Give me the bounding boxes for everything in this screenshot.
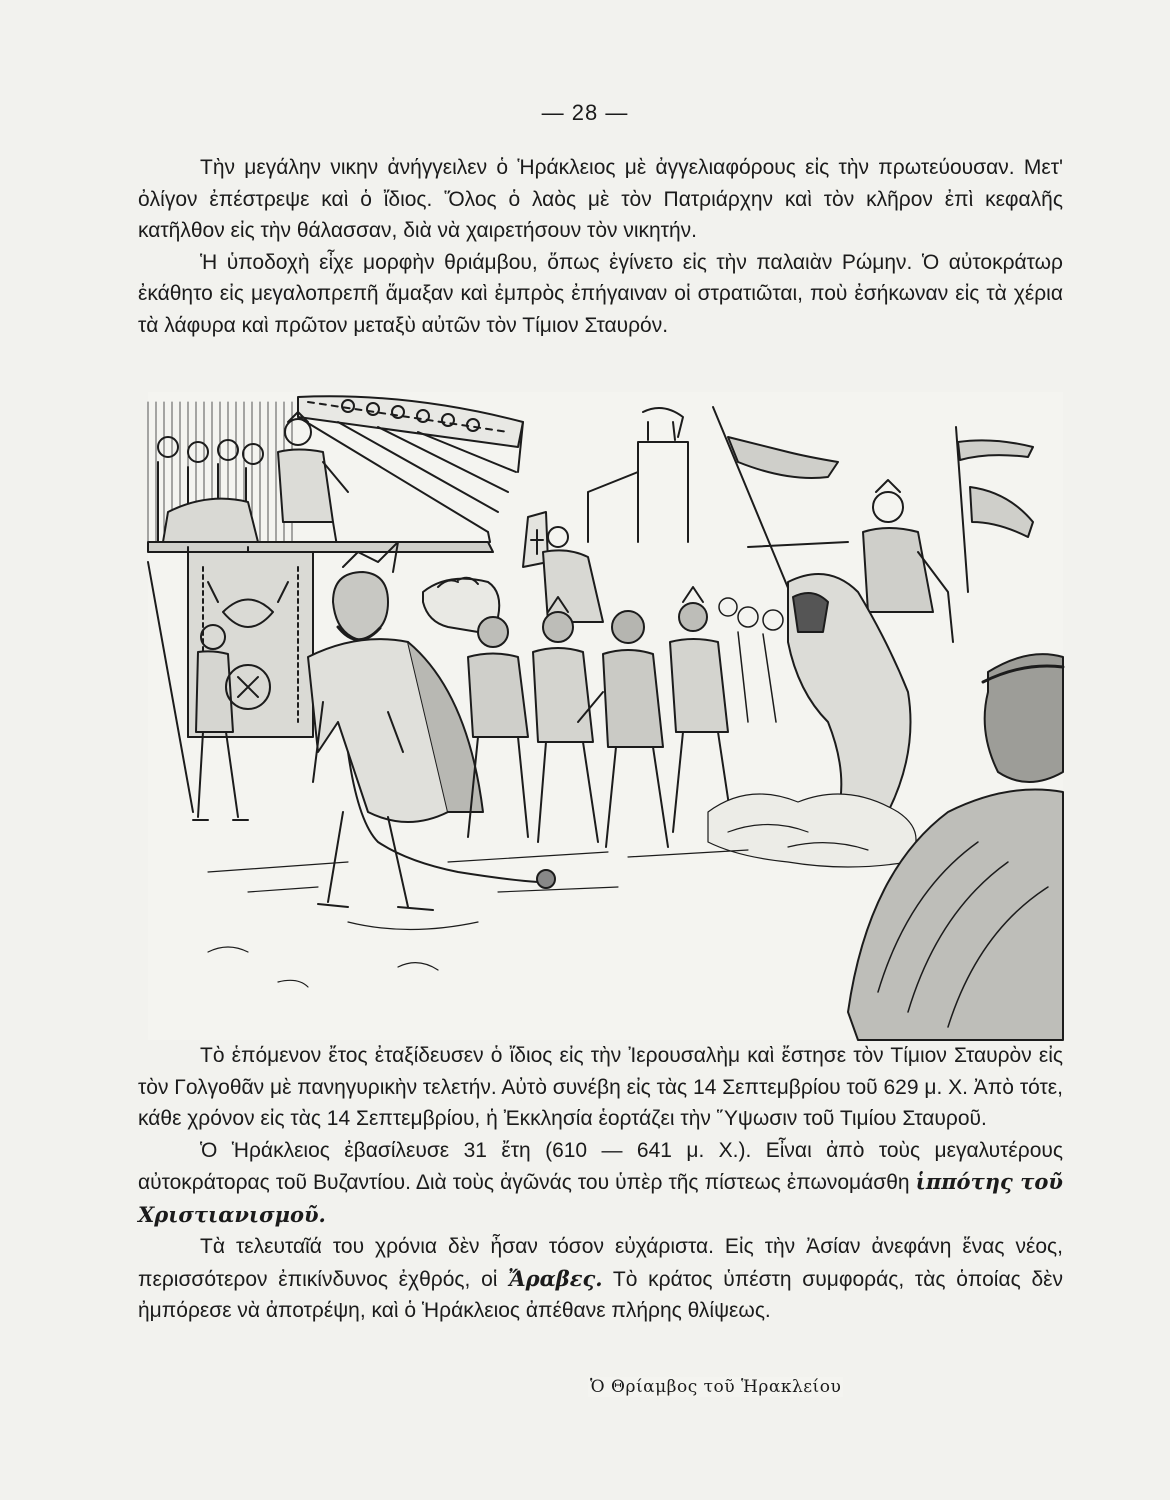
arabs-emphasis: Ἄραβες. bbox=[508, 1265, 603, 1291]
paragraph-reign-summary bbox=[138, 1135, 1063, 1232]
dust-cloud bbox=[708, 794, 916, 867]
flag-pole-right bbox=[956, 427, 1033, 592]
paragraph-triumph-reception: Ἡ ὑποδοχὴ εἶχε μορφὴν θριάμβου, ὅπως ἐγίνετο εἰς τὴν παλαιὰν Ρώμην. Ὁ αὐτοκράτωρ ἐκάθητο εἰς μεγαλοπρεπῆ ἅμαξαν καὶ ἐμπρὸς ἐπήγαιναν οἱ στρατιῶται, ποὺ ἐσήκωναν εἰς τὰ χέρια τὰ λάφυρα καὶ πρῶτον μεταξὺ αὐτῶν τὸν Τίμιον Σταυρόν. bbox=[138, 250, 1063, 337]
paragraph-jerusalem-cross: Τὸ ἑπόμενον ἔτος ἐταξίδευσεν ὁ ἴδιος εἰς τὴν Ἰερουσαλὴμ καὶ ἔστησε τὸν Τίμιον Σταυρὸν εἰς τὸν Γολγοθᾶν μὲ πανηγυρικὴν τελετήν. Αὐτὸ συνέβη εἰς τὰς 14 Σεπτεμβρίου τοῦ 629 μ. Χ. Ἀπὸ τότε, κάθε χρόνον εἰς τὰς 14 Σεπτεμβρίου, ἡ Ἐκκλησία ἑορτάζει τὴν Ὕψωσιν τοῦ Τιμίου Σταυροῦ. bbox=[138, 1044, 1063, 1130]
triumph-drawing bbox=[148, 392, 1063, 1040]
tribune-guard bbox=[278, 412, 348, 552]
last-years-text-start: Τὰ τελευταῖά του χρόνια δὲν ἦσαν τόσον εὐχάριστα. Εἰς τὴν Ἀσίαν ἀνεφάνη ἕνας νέος, περισσότερον ἐπικίνδυνος ἐχθρός, οἱ bbox=[138, 1235, 1063, 1291]
last-years-text-end: Τὸ κράτος ὑπέστη συμφοράς, τὰς ὁποίας δὲν ἠμπόρεσε νὰ ἀποτρέψη, καὶ ὁ Ἡράκλειος ἀπέθανε πλήρης θλίψεως. bbox=[138, 1267, 1063, 1322]
reign-summary-text: Ὁ Ἡράκλειος ἐβασίλευσε 31 ἔτη (610 — 641 μ. Χ.). Εἶναι ἀπὸ τοὺς μεγαλυτέρους αὐτοκράτορας τοῦ Βυζαντίου. Διὰ τοὺς ἀγῶνάς του ὑπὲρ τῆς πίστεως ἐπωνομάσθη bbox=[138, 1138, 1063, 1194]
illustration-caption: Ὁ Θρίαμβος τοῦ Ἡρακλείου bbox=[590, 1377, 842, 1397]
tower-with-statue bbox=[588, 408, 688, 542]
paragraph-last-years bbox=[138, 1231, 1063, 1327]
text-block-bottom bbox=[138, 1040, 1063, 1327]
knight-of-christianity-emphasis: ἱππότης τοῦ Χριστιανισμοῦ. bbox=[138, 1169, 1063, 1227]
page-number: — 28 — bbox=[541, 100, 629, 125]
text-block-top bbox=[138, 152, 1063, 341]
tribune-crowd bbox=[158, 437, 263, 542]
ground-strokes bbox=[208, 850, 748, 987]
paragraph-victory-announcement: Τὴν μεγάλην νικην ἀνήγγειλεν ὁ Ἡράκλειος μὲ ἀγγελιαφόρους εἰς τὴν πρωτεύουσαν. Μετ' ὀλίγον ἐπέστρεψε καὶ ὁ ἴδιος. Ὅλος ὁ λαὸς μὲ τὸν Πατριάρχην καὶ τὸν κλῆρον ἐπὶ κεφαλῆς κατῆλθον εἰς τὴν θάλασσαν, διὰ νὰ χαιρετήσουν τὸν νικητήν. bbox=[138, 156, 1063, 242]
